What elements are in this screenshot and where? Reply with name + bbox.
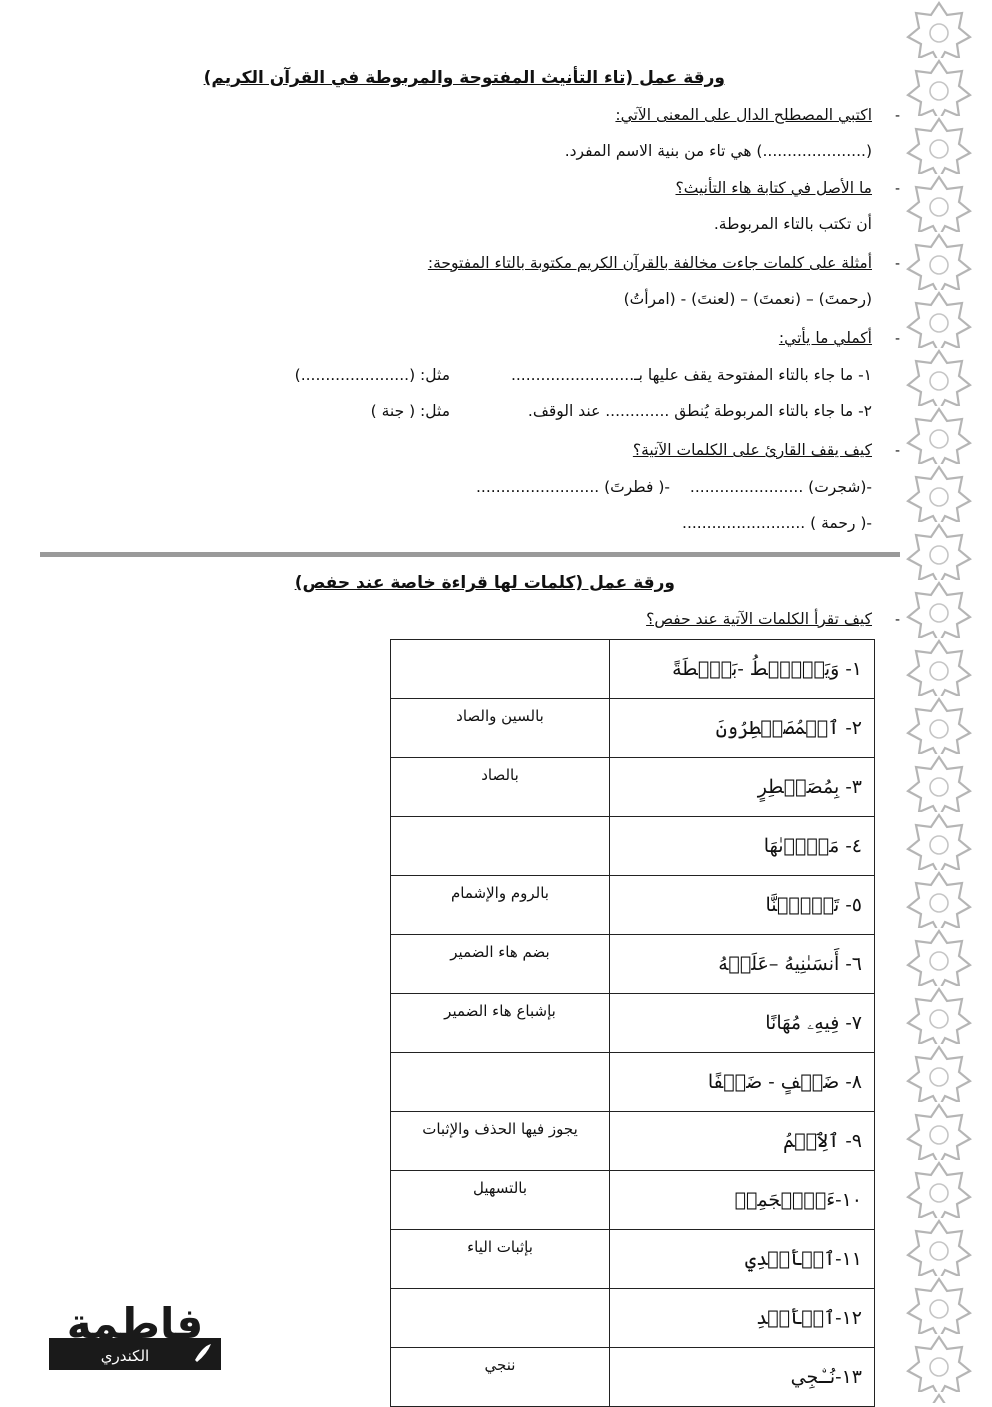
note-cell xyxy=(391,1289,610,1348)
q5-line-1a: -(شجرت) ....................... xyxy=(689,478,872,496)
word-cell: ٢- ٱلۡمُصَيۡطِرُونَ xyxy=(610,699,875,758)
q5-line-2: -( رحمة ) ......................... xyxy=(682,514,872,532)
table-row xyxy=(391,1053,875,1112)
q4-item-1-example: مثل: (......................) xyxy=(294,366,450,384)
table-row xyxy=(391,1112,875,1171)
bullet: - xyxy=(894,256,900,272)
table-row xyxy=(391,699,875,758)
table-row xyxy=(391,1289,875,1348)
q5-line-1b: -( فطرتَ) ......................... xyxy=(476,478,670,496)
word-cell: ٥- تَأۡمَ۫نَّا xyxy=(610,876,875,935)
word-cell: ١١-ٱلۡأَيۡدِي xyxy=(610,1230,875,1289)
words-table xyxy=(390,639,875,1407)
word-cell: ١٢-ٱلۡأَيۡدِ xyxy=(610,1289,875,1348)
note-cell: بإثبات الياء xyxy=(391,1230,610,1289)
q2-answer: أن تكتب بالتاء المربوطة. xyxy=(713,215,872,233)
bullet: - xyxy=(894,331,900,347)
word-cell: ٨- ضَعۡفٍ - ضَعۡفًا xyxy=(610,1053,875,1112)
worksheet-1-title: ورقة عمل (تاء التأنيث المفتوحة والمربوطة في القرآن الكريم) xyxy=(203,68,725,88)
note-cell: يجوز فيها الحذف والإثبات xyxy=(391,1112,610,1171)
word-cell: ٦- أَنسَىٰنِيهُ –عَلَيۡهُ xyxy=(610,935,875,994)
table-row xyxy=(391,1171,875,1230)
q4-item-2-example: مثل: ( جنة ) xyxy=(370,402,450,420)
table-row xyxy=(391,994,875,1053)
q1-answer: (.....................) هي تاء من بنية الاسم المفرد. xyxy=(564,142,872,160)
section-divider xyxy=(40,552,900,557)
word-cell: ٤- مَجۡرٜىٰهَا xyxy=(610,817,875,876)
bullet: - xyxy=(894,443,900,459)
note-cell: بالتسهيل xyxy=(391,1171,610,1230)
note-cell xyxy=(391,817,610,876)
worksheet-2 xyxy=(40,560,900,630)
table-row xyxy=(391,935,875,994)
note-cell: بالروم والإشمام xyxy=(391,876,610,935)
note-cell: بالسين والصاد xyxy=(391,699,610,758)
q4-question: أكملي ما يأتي: xyxy=(778,329,872,347)
note-cell xyxy=(391,1053,610,1112)
note-cell: ننجي xyxy=(391,1348,610,1407)
bullet: - xyxy=(894,108,900,124)
table-row xyxy=(391,876,875,935)
word-cell: ٧- فِيهِۦ مُهَانًا xyxy=(610,994,875,1053)
q1-question: اكتبي المصطلح الدال على المعنى الآتي: xyxy=(615,106,872,124)
table-row xyxy=(391,1230,875,1289)
q5-question: كيف يقف القارئ على الكلمات الآتية؟ xyxy=(632,441,872,459)
word-cell: ١٣-نُـۨجِي xyxy=(610,1348,875,1407)
word-cell: ٩- ٱلِٱسۡمُ xyxy=(610,1112,875,1171)
worksheet-2-question: كيف تقرأ الكلمات الآتية عند حفص؟ xyxy=(646,610,872,628)
bullet: - xyxy=(894,612,900,628)
worksheet-1 xyxy=(40,0,900,552)
svg-text:فاطمة: فاطمة xyxy=(66,1299,204,1348)
author-logo xyxy=(45,1298,225,1373)
q4-item-2: ٢- ما جاء بالتاء المربوطة يُنطق ............. عند الوقف. xyxy=(527,402,872,420)
table-row xyxy=(391,758,875,817)
bullet: - xyxy=(894,181,900,197)
q3-answer: (رحمتَ) – (نعمتَ) – (لعنتَ) - (امرأتُ) xyxy=(623,290,872,308)
q3-question: أمثلة على كلمات جاءت مخالفة بالقرآن الكريم مكتوبة بالتاء المفتوحة: xyxy=(427,254,872,272)
note-cell: بضم هاء الضمير xyxy=(391,935,610,994)
note-cell: بالصاد xyxy=(391,758,610,817)
worksheet-2-title: ورقة عمل (كلمات لها قراءة خاصة عند حفص) xyxy=(294,573,675,593)
word-cell: ١- وَيَبۡصُۜطُ -بَصۜۡطَةً xyxy=(610,640,875,699)
table-row xyxy=(391,640,875,699)
table-row xyxy=(391,1348,875,1407)
word-cell: ٣- بِمُصَيۡطِرٍ xyxy=(610,758,875,817)
q2-question: ما الأصل في كتابة هاء التأنيث؟ xyxy=(675,179,872,197)
decorative-border xyxy=(904,0,974,1403)
word-cell: ١٠-ءَا۬عۡجَمِيٞ xyxy=(610,1171,875,1230)
svg-text:الكندري: الكندري xyxy=(100,1347,150,1365)
note-cell: بإشباع هاء الضمير xyxy=(391,994,610,1053)
q4-item-1: ١- ما جاء بالتاء المفتوحة يقف عليها بـ......................... xyxy=(510,366,872,384)
note-cell xyxy=(391,640,610,699)
table-row xyxy=(391,817,875,876)
